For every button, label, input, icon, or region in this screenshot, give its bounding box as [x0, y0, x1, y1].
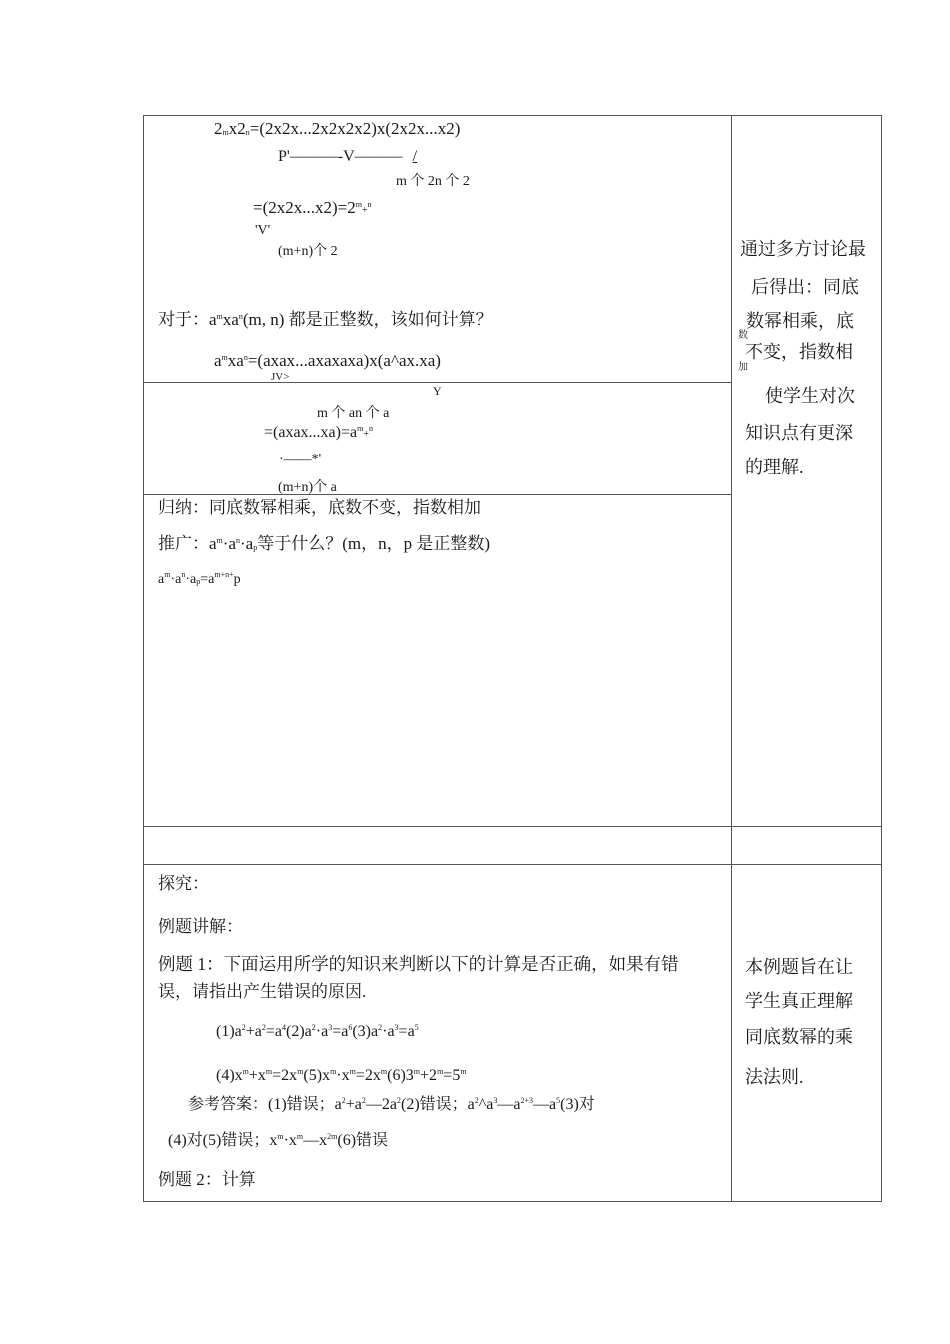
text: p: [233, 572, 241, 587]
table-border-left: [143, 115, 144, 1202]
superscript: m: [357, 424, 364, 433]
text: =(2x2x...x2)=2: [253, 198, 356, 217]
example-1-line-2: 误，请指出产生错误的原因.: [158, 982, 367, 1001]
answer-line-1: [188, 1097, 595, 1113]
superscript: 2: [241, 1023, 246, 1032]
brace-marks-3: JV>: [271, 371, 290, 383]
text: =a: [398, 1023, 415, 1040]
superscript: n: [236, 536, 240, 545]
text: =a: [332, 1023, 349, 1040]
superscript: n: [181, 570, 186, 579]
text: 对于：a: [158, 310, 217, 329]
superscript: 2: [361, 1096, 366, 1105]
superscript: m: [413, 1067, 421, 1076]
text: =(2x2x...2x2x2x2)x(2x2x...x2): [249, 119, 461, 138]
text: ·a: [382, 1023, 395, 1040]
text: ———-V———: [289, 148, 403, 165]
superscript: m+n+: [214, 570, 234, 579]
text: 推广：a: [158, 534, 217, 553]
superscript: m: [380, 1067, 388, 1076]
brace-marks-2: 'V': [255, 223, 271, 238]
text: a: [214, 351, 222, 370]
subscript: p: [253, 543, 258, 552]
superscript: m: [355, 200, 362, 209]
text: (4)对(5)错误；x: [168, 1132, 278, 1149]
text: =a: [200, 572, 215, 587]
text: =2x: [355, 1067, 381, 1084]
text: +x: [248, 1067, 266, 1084]
superscript: 2: [311, 1023, 316, 1032]
text: /: [412, 148, 418, 165]
text: +: [363, 429, 369, 440]
text: x2: [228, 119, 246, 138]
superscript: m: [265, 1067, 273, 1076]
text: =a: [265, 1023, 283, 1040]
superscript: m: [216, 312, 223, 321]
derivation-line-3: [214, 352, 441, 369]
example-1-items-1: [216, 1024, 419, 1040]
side-note-2-line-1: 本例题旨在让: [745, 957, 853, 977]
text: ·x: [283, 1132, 297, 1149]
text: a: [158, 572, 165, 587]
superscript: 5: [556, 1096, 561, 1105]
text: ·a: [240, 534, 254, 553]
text: =2x: [272, 1067, 298, 1084]
side-note-1-line-4: 不变，指数相: [745, 342, 853, 362]
subscript: n: [245, 128, 250, 137]
text: ·a: [222, 534, 236, 553]
side-note-1-fragment-b: 加: [738, 362, 748, 373]
text: (2)a: [286, 1023, 312, 1040]
superscript: 2: [397, 1096, 401, 1105]
brace-marks-1: [278, 149, 417, 165]
text: xa: [222, 310, 239, 329]
superscript: n: [243, 353, 248, 362]
superscript: m: [216, 536, 223, 545]
superscript: 2: [474, 1096, 479, 1105]
side-note-2-line-4: 法法则.: [745, 1067, 804, 1087]
example-1-line-1: 例题 1：下面运用所学的知识来判断以下的计算是否正确，如果有错: [158, 954, 679, 974]
brace-label-1: m 个 2n 个 2: [396, 174, 470, 189]
text: (6)错误: [337, 1132, 389, 1149]
side-note-1-line-1: 通过多方讨论最: [740, 239, 866, 259]
brace-marks-4: ·——*': [279, 452, 322, 467]
text: —x: [303, 1132, 328, 1149]
row-divider-2: [143, 494, 732, 495]
text: ^a: [478, 1096, 494, 1113]
superscript: n: [238, 312, 243, 321]
text: (2)错误；a: [401, 1096, 475, 1113]
text: +a: [345, 1096, 362, 1113]
text: +a: [245, 1023, 262, 1040]
side-note-2-line-3: 同底数幂的乘: [745, 1027, 853, 1047]
text: (4)x: [216, 1067, 243, 1084]
text: =(axax...xa)=a: [264, 424, 358, 441]
text: (5)x: [303, 1067, 331, 1084]
derivation-line-2: [253, 199, 372, 216]
superscript: m: [277, 1132, 284, 1141]
superscript: 5: [414, 1023, 419, 1032]
side-note-1-line-7: 的理解.: [745, 457, 804, 477]
example-heading: 例题讲解：: [158, 917, 243, 936]
explore-heading: 探究：: [158, 874, 209, 893]
superscript: m: [297, 1067, 304, 1076]
text: P': [278, 148, 290, 165]
side-note-1-line-5: 使学生对次: [765, 386, 855, 406]
text: +: [361, 205, 368, 216]
superscript: 4: [282, 1023, 287, 1032]
text: xa: [227, 351, 244, 370]
subscript: p: [196, 577, 201, 586]
text: —a: [533, 1096, 557, 1113]
general-question: [158, 311, 493, 328]
derivation-line-1: [214, 120, 460, 137]
superscript: m: [164, 570, 171, 579]
superscript: 2+3: [520, 1096, 533, 1105]
superscript: 3: [493, 1096, 498, 1105]
subscript: m: [222, 128, 229, 137]
text: (m, n) 都是正整数，该如何计算？: [242, 310, 493, 329]
row-divider-1: [143, 382, 732, 383]
row-divider-3: [143, 826, 882, 827]
derivation-line-4: [264, 425, 373, 441]
superscript: 3: [328, 1023, 333, 1032]
brace-label-3: m 个 an 个 a: [317, 406, 390, 421]
answer-line-2: [168, 1133, 388, 1149]
example-2-heading: 例题 2：计算: [158, 1170, 256, 1189]
text: +2: [420, 1067, 438, 1084]
text: 等于什么？(m，n，p 是正整数): [257, 534, 491, 553]
text: —2a: [365, 1096, 397, 1113]
side-note-1-line-6: 知识点有更深: [745, 423, 853, 443]
superscript: m: [296, 1132, 304, 1141]
superscript: m: [221, 353, 228, 362]
extension-formula: [158, 571, 241, 587]
brace-label-4: (m+n)个 a: [278, 480, 337, 495]
text: 参考答案：(1)错误；a: [188, 1096, 342, 1113]
row-divider-4: [143, 864, 882, 865]
superscript: 2: [261, 1023, 266, 1032]
summary-rule: 归纳：同底数幂相乘，底数不变，指数相加: [158, 498, 481, 517]
example-1-items-2: [216, 1068, 467, 1084]
text: (6)3: [387, 1067, 414, 1084]
superscript: m: [437, 1067, 444, 1076]
superscript: m: [349, 1067, 356, 1076]
text: (3)a: [352, 1023, 379, 1040]
superscript: 2: [378, 1023, 383, 1032]
extension-question: [158, 535, 490, 552]
superscript: 6: [348, 1023, 353, 1032]
brace-label-2: (m+n)个 2: [278, 244, 338, 259]
superscript: 2m: [327, 1132, 338, 1141]
text: ·a: [315, 1023, 329, 1040]
superscript: 3: [394, 1023, 399, 1032]
superscript: n: [367, 200, 372, 209]
side-note-1-line-3: 数幂相乘，底: [746, 311, 854, 331]
table-column-divider: [731, 115, 732, 1202]
side-note-1-fragment-a: 数: [738, 330, 748, 341]
superscript: n: [368, 424, 373, 433]
text: 2: [214, 119, 223, 138]
superscript: m: [330, 1067, 337, 1076]
text: =5: [443, 1067, 461, 1084]
side-note-2-line-2: 学生真正理解: [745, 991, 853, 1011]
superscript: m: [460, 1067, 467, 1076]
side-note-1-line-2: 后得出：同底: [751, 277, 859, 297]
superscript: m: [242, 1067, 249, 1076]
text: =(axax...axaxaxa)x(a^ax.xa): [247, 351, 441, 370]
text: (1)a: [216, 1023, 242, 1040]
table-border-top: [143, 115, 882, 116]
text: (3)对: [560, 1096, 595, 1113]
table-border-bottom: [143, 1201, 882, 1202]
text: ·a: [185, 572, 197, 587]
brace-mark-y: Y: [433, 384, 442, 398]
text: ·x: [336, 1067, 350, 1084]
superscript: 2: [341, 1096, 346, 1105]
text: —a: [497, 1096, 521, 1113]
text: ·a: [170, 572, 182, 587]
